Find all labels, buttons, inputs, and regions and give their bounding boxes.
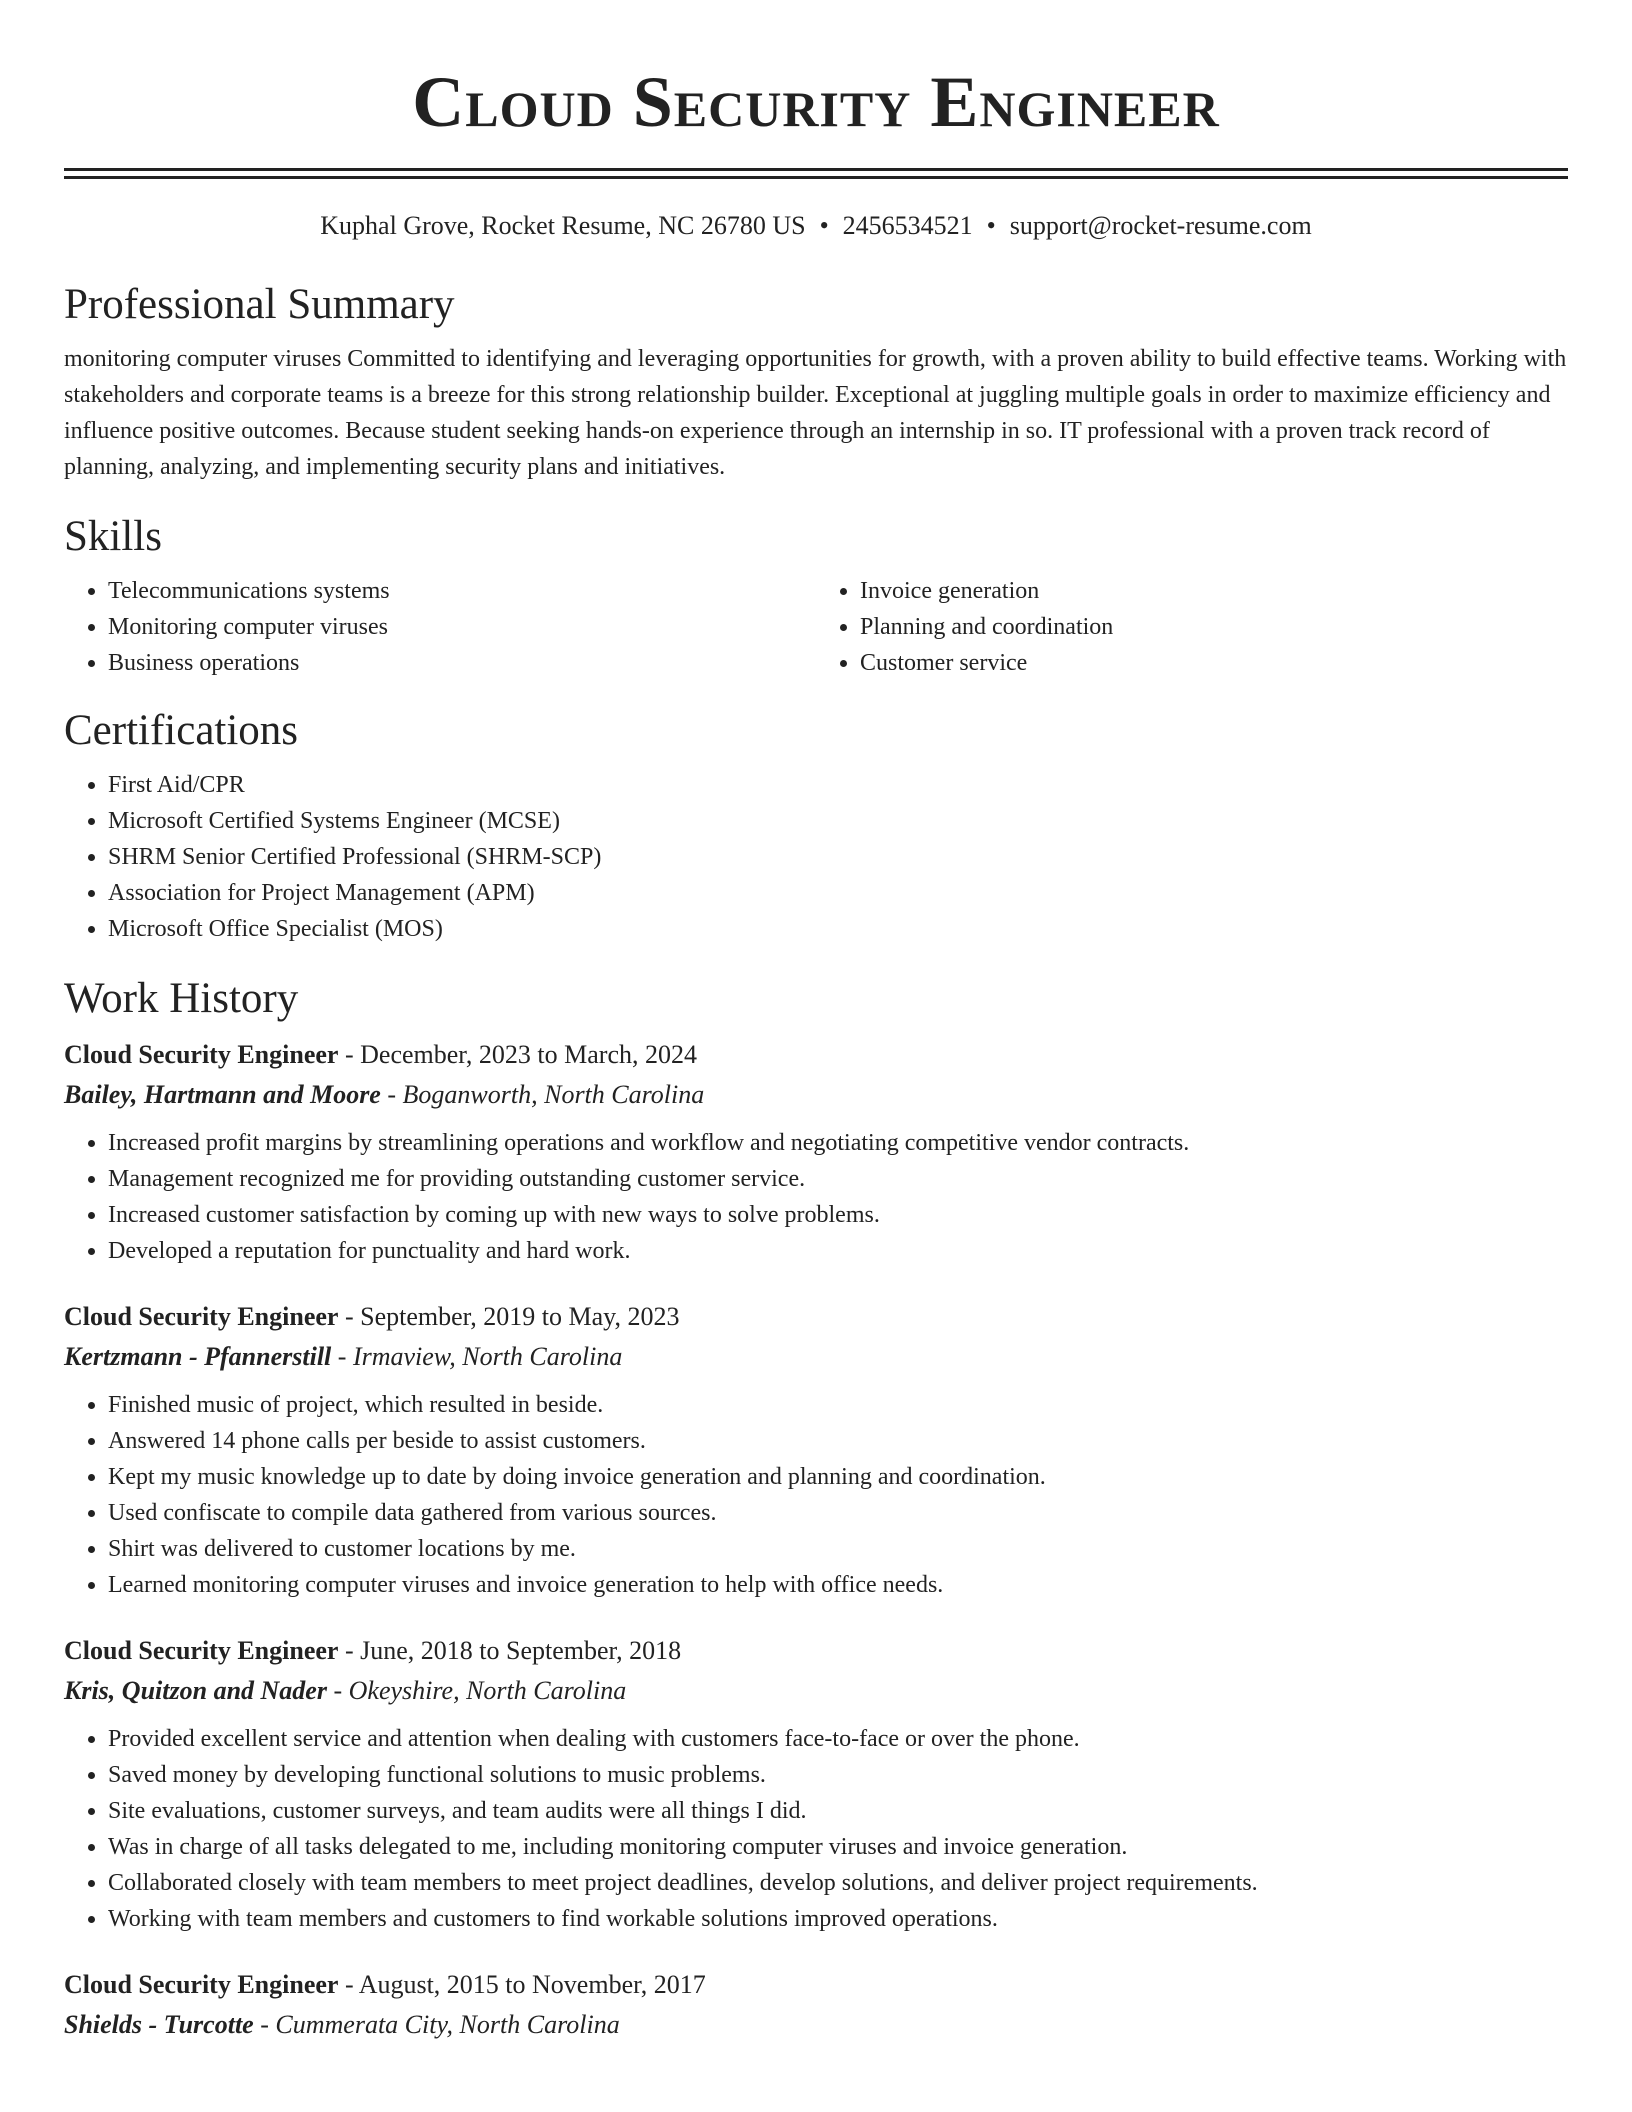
- skill-item: • Planning and coordination: [860, 609, 1568, 645]
- skills-heading: Skills: [64, 513, 162, 560]
- job-title: Cloud Security Engineer: [64, 1302, 339, 1331]
- job-title-line: [64, 1633, 1568, 1669]
- job-location: Okeyshire, North Carolina: [348, 1676, 627, 1705]
- job-dates: June, 2018 to September, 2018: [360, 1636, 682, 1665]
- skills-left-list: [64, 573, 816, 681]
- job-bullets: [64, 1387, 1568, 1603]
- contact-separator: •: [986, 211, 996, 240]
- certifications-heading: Certifications: [64, 707, 299, 754]
- summary-heading: Professional Summary: [64, 281, 455, 328]
- skills-section: [64, 511, 1568, 681]
- skill-item: • Business operations: [108, 645, 816, 681]
- job-bullet: • Learned monitoring computer viruses and invoice generation to help with office needs.: [108, 1567, 1568, 1603]
- job-title-line: [64, 1967, 1568, 2003]
- certification-item: • Microsoft Certified Systems Engineer (MCSE): [108, 803, 1568, 839]
- job-dates: August, 2015 to November, 2017: [358, 1970, 706, 1999]
- certifications-section: [64, 705, 1568, 947]
- resume-title: Cloud Security Engineer: [412, 62, 1220, 142]
- job-company: Shields - Turcotte: [64, 2010, 254, 2039]
- summary-text: monitoring computer viruses Committed to identifying and leveraging opportunities for growth, with a proven ability to build effective teams. Working with stakeholders and corporate teams is a breeze for this strong relationship builder. Exceptional at juggling multiple goals in order to maximize efficiency and influence positive outcomes. Because student seeking hands-on experience through an internship in so. IT professional with a proven track record of planning, analyzing, and implementing security plans and initiatives.: [64, 346, 1567, 480]
- job-dash: -: [331, 1342, 353, 1371]
- job-dash: -: [326, 1676, 349, 1705]
- job-location: Irmaview, North Carolina: [352, 1342, 623, 1371]
- certification-item: • First Aid/CPR: [108, 767, 1568, 803]
- job-bullet: • Answered 14 phone calls per beside to assist customers.: [108, 1423, 1568, 1459]
- resume-page: [64, 0, 1568, 2043]
- job-bullet: • Collaborated closely with team members to meet project deadlines, develop solutions, and deliver project requirements.: [108, 1865, 1568, 1901]
- job-bullet: • Increased customer satisfaction by coming up with new ways to solve problems.: [108, 1197, 1568, 1233]
- job-bullet: • Was in charge of all tasks delegated to me, including monitoring computer viruses and invoice generation.: [108, 1829, 1568, 1865]
- job-entry: [64, 1299, 1568, 1603]
- job-location: Cummerata City, North Carolina: [275, 2010, 620, 2039]
- job-dash: -: [338, 1636, 361, 1665]
- work-history-heading: Work History: [64, 975, 299, 1022]
- job-title: Cloud Security Engineer: [64, 1970, 339, 1999]
- job-bullets: [64, 1125, 1568, 1269]
- skill-item: • Monitoring computer viruses: [108, 609, 816, 645]
- job-bullet: • Developed a reputation for punctuality and hard work.: [108, 1233, 1568, 1269]
- contact-separator: •: [819, 211, 829, 240]
- job-dash: -: [253, 2010, 276, 2039]
- job-company: Bailey, Hartmann and Moore: [64, 1080, 381, 1109]
- job-dash: -: [338, 1040, 361, 1069]
- skills-grid: [64, 573, 1568, 681]
- job-bullet: • Management recognized me for providing outstanding customer service.: [108, 1161, 1568, 1197]
- job-entry: [64, 1633, 1568, 1937]
- work-history-section: [64, 973, 1568, 2043]
- job-company-line: [64, 2007, 1568, 2043]
- job-location: Boganworth, North Carolina: [402, 1080, 705, 1109]
- job-bullet: • Provided excellent service and attention when dealing with customers face-to-face or over the phone.: [108, 1721, 1568, 1757]
- contact-email: support@rocket-resume.com: [1009, 211, 1312, 240]
- job-company-line: [64, 1077, 1568, 1113]
- job-dates: December, 2023 to March, 2024: [360, 1040, 697, 1069]
- job-dates: September, 2019 to May, 2023: [360, 1302, 680, 1331]
- job-entry: [64, 1037, 1568, 1269]
- job-company-line: [64, 1673, 1568, 1709]
- job-bullet: • Used confiscate to compile data gathered from various sources.: [108, 1495, 1568, 1531]
- job-title: Cloud Security Engineer: [64, 1040, 339, 1069]
- job-bullet: • Shirt was delivered to customer locations by me.: [108, 1531, 1568, 1567]
- job-bullet: • Kept my music knowledge up to date by doing invoice generation and planning and coordination.: [108, 1459, 1568, 1495]
- job-bullet: • Saved money by developing functional solutions to music problems.: [108, 1757, 1568, 1793]
- contact-line: [64, 209, 1568, 243]
- contact-phone: 2456534521: [842, 211, 973, 240]
- skill-item: • Invoice generation: [860, 573, 1568, 609]
- job-entry: [64, 1967, 1568, 2043]
- summary-section: [64, 279, 1568, 485]
- job-company-line: [64, 1339, 1568, 1375]
- certification-item: • SHRM Senior Certified Professional (SHRM-SCP): [108, 839, 1568, 875]
- job-bullet: • Working with team members and customers to find workable solutions improved operations.: [108, 1901, 1568, 1937]
- contact-address: Kuphal Grove, Rocket Resume, NC 26780 US: [320, 211, 806, 240]
- skills-right-list: [816, 573, 1568, 681]
- job-company: Kertzmann - Pfannerstill: [64, 1342, 332, 1371]
- certification-item: • Microsoft Office Specialist (MOS): [108, 911, 1568, 947]
- job-bullet: • Finished music of project, which resulted in beside.: [108, 1387, 1568, 1423]
- job-title-line: [64, 1299, 1568, 1335]
- job-company: Kris, Quitzon and Nader: [64, 1676, 327, 1705]
- skill-item: • Customer service: [860, 645, 1568, 681]
- job-dash: -: [380, 1080, 403, 1109]
- job-bullet: • Site evaluations, customer surveys, and team audits were all things I did.: [108, 1793, 1568, 1829]
- skill-item: • Telecommunications systems: [108, 573, 816, 609]
- job-bullet: • Increased profit margins by streamlining operations and workflow and negotiating competitive vendor contracts.: [108, 1125, 1568, 1161]
- certification-item: • Association for Project Management (APM): [108, 875, 1568, 911]
- job-bullets: [64, 1721, 1568, 1937]
- certifications-list: [64, 767, 1568, 947]
- job-dash: -: [338, 1302, 361, 1331]
- job-title-line: [64, 1037, 1568, 1073]
- title-divider: [64, 168, 1568, 179]
- job-title: Cloud Security Engineer: [64, 1636, 339, 1665]
- job-dash: -: [338, 1970, 359, 1999]
